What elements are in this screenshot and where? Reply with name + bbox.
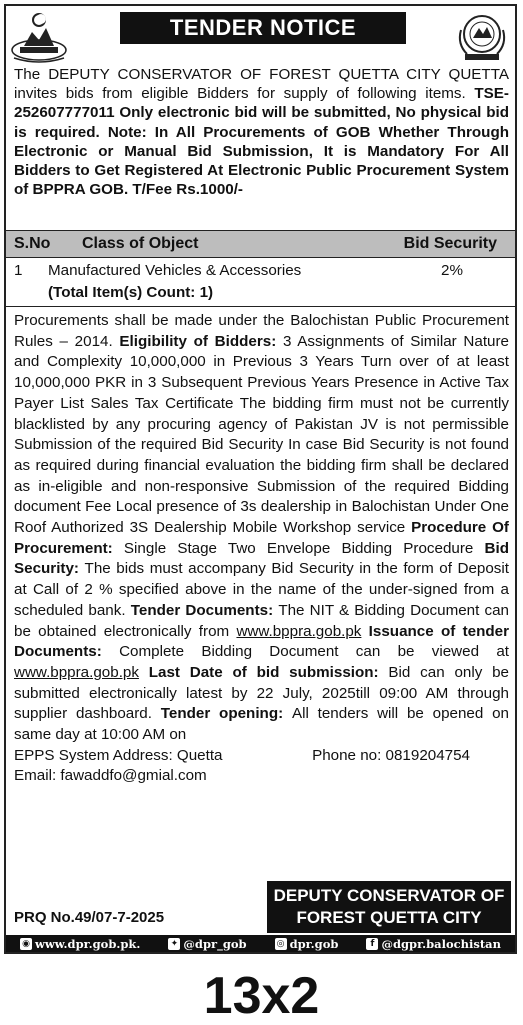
last-date-heading: Last Date of bid submission: — [138, 663, 389, 681]
twitter-icon: ✦ — [168, 938, 180, 950]
intro-text: The DEPUTY CONSERVATOR OF FOREST QUETTA CITY QUETTA invites bids from eligible Bidders for supply of following items. — [14, 66, 509, 103]
facebook-item[interactable] — [366, 937, 501, 951]
twitter-item[interactable] — [168, 937, 246, 951]
bppra-link-2[interactable]: www.bppra.gob.pk — [14, 663, 139, 681]
procedure-heading: Procedure Of Procurement: — [14, 519, 509, 557]
office-line-1: DEPUTY CONSERVATOR OF — [273, 886, 505, 905]
issuance-heading: Issuance of tender Documents: — [14, 622, 509, 661]
email-text: Email: fawaddfo@gmial.com — [14, 767, 207, 785]
office-line-2: FOREST QUETTA CITY — [296, 908, 482, 927]
item-count: (Total Item(s) Count: 1) — [48, 284, 214, 301]
tender-opening-heading: Tender opening: — [160, 705, 292, 723]
prq-number: PRQ No.49/07-7-2025 — [14, 909, 165, 926]
eligibility-heading: Eligibility of Bidders: — [119, 332, 283, 350]
body-text: Procurements shall be made under the Balochistan Public Procurement Rules – 2014. — [14, 312, 509, 350]
procedure-text: Single Stage Two Envelope Bidding Procedure — [123, 539, 485, 557]
tender-documents-text: The NIT & Bidding Document can be obtained electronically from — [14, 601, 509, 640]
eligibility-text: 3 Assignments of Similar Nature and Complexity 10,000,000 in Previous 3 Years Turn over of at least 10,000,000 PKR in 3 Subsequent Previous Years Presence in Active Tax Payer List Sales Tax Certificate The bidding firm must not be currently blacklisted by any procuring agency of Pakistan JV is not permissible Submission of the required Bid Security In case Bid Security is not found as required during financial evaluation the bidding firm shall be declared as in-eligible and non-responsive Submission of the required Bidding document Fee Local presence of 3s dealership in Balochistan Under One Roof Authorized 3S Dealership Mobile Workshop service — [14, 332, 509, 537]
page-title: TENDER NOTICE — [120, 12, 406, 44]
cell-object: Manufactured Vehicles & Accessories — [48, 262, 302, 279]
table-header — [6, 230, 515, 258]
tender-documents-heading: Tender Documents: — [130, 601, 279, 619]
intro-bold-text: TSE-252607777011 Only electronic bid will be submitted, No physical bid is required. Note: In All Procurements of GOB Whether Through Electronic or Manual Bid Submission, It is Mandatory For All Bidders to Get Registered At Electronic Public Procurement System of BPPRA GOB. T/Fee Rs.1000/- — [14, 85, 509, 199]
notice-body — [14, 311, 509, 787]
col-class-header: Class of Object — [82, 235, 199, 252]
phone-text: Phone no: 0819204754 — [312, 746, 470, 764]
bppra-link[interactable]: www.bppra.gob.pk — [236, 622, 362, 640]
instagram-icon: ◎ — [275, 938, 287, 950]
twitter-text: @dpr_gob — [183, 936, 247, 951]
bid-security-heading: Bid Security: — [14, 539, 509, 578]
tender-opening-text: All tenders will be opened on same day at 10:00 AM on — [14, 705, 509, 744]
issuing-office — [267, 881, 511, 933]
globe-icon: ◉ — [20, 938, 32, 950]
table-row — [6, 258, 515, 307]
items-table — [6, 230, 515, 307]
website-item[interactable] — [20, 937, 140, 951]
instagram-item[interactable] — [275, 937, 339, 951]
col-sno-header: S.No — [14, 235, 51, 252]
website-text: www.dpr.gob.pk. — [35, 936, 141, 951]
facebook-text: @dgpr.balochistan — [381, 936, 501, 951]
notice-header — [6, 6, 515, 68]
cell-security: 2% — [441, 262, 463, 279]
tender-notice — [4, 4, 517, 954]
balochistan-emblem-logo — [10, 10, 68, 64]
contact-line — [14, 746, 470, 767]
intro-paragraph — [14, 65, 509, 199]
issuance-text: Complete Bidding Document can be viewed at — [119, 643, 509, 661]
facebook-icon: f — [366, 938, 378, 950]
government-seal-logo — [453, 10, 511, 64]
ad-size-label: 13x2 — [203, 967, 320, 1025]
address-text: EPPS System Address: Quetta — [14, 746, 223, 764]
bid-security-text: The bids must accompany Bid Security in the form of Deposit at Call of 2 % specified above in the name of the under-signed from a scheduled bank. — [14, 560, 509, 619]
last-date-text: Bid can only be submitted electronically latest by 22 July, 2025till 09:00 AM through supplier dashboard. — [14, 663, 509, 723]
col-security-header: Bid Security — [403, 235, 497, 252]
instagram-text: dpr.gob — [289, 936, 339, 951]
cell-sno: 1 — [14, 262, 23, 279]
social-bar — [6, 935, 515, 952]
